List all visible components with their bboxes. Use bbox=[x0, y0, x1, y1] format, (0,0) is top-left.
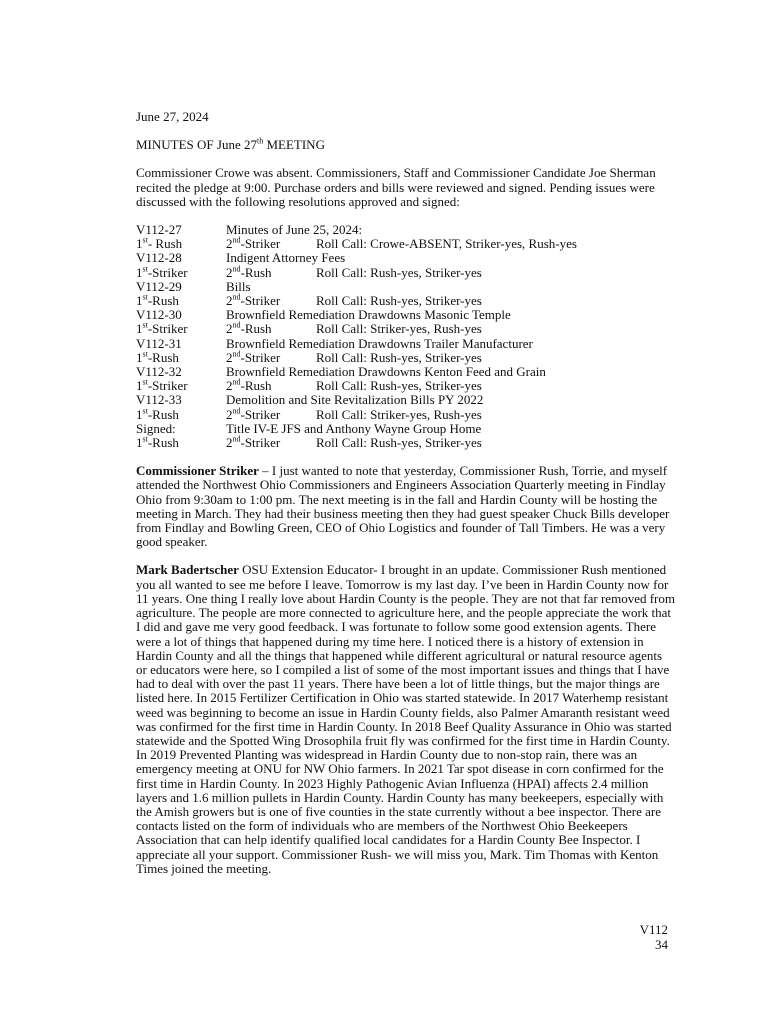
resolution-cell: V112-32 bbox=[136, 364, 182, 380]
ordinal-number: 1 bbox=[136, 435, 143, 451]
resolutions-rows bbox=[136, 223, 577, 450]
ordinal-number: 2 bbox=[226, 236, 233, 252]
badertscher-remarks bbox=[136, 563, 676, 875]
remarks-text: – I just wanted to note that yesterday, Commissioner Rush, Torrie, and myself attended the Northwest Ohio Commissioners and Engineers Association Quarterly meeting in Findlay Ohio from 9:30am to 1:00 pm. The next meeting is in the fall and Hardin County will be hosting the meeting in March. They had their business meeting then they had guest speaker Chuck Bills developer from Findlay and Bowling Green, CEO of Ohio Logistics and founder of Tall Timbers. He was a very good speaker. bbox=[136, 463, 670, 550]
resolutions-table bbox=[136, 223, 577, 450]
resolution-row bbox=[136, 308, 577, 322]
mover-name: - Rush bbox=[147, 236, 183, 252]
resolution-cell: Roll Call: Rush-yes, Striker-yes bbox=[316, 435, 482, 451]
ordinal-number: 1 bbox=[136, 378, 143, 394]
resolution-cell bbox=[226, 436, 316, 450]
ordinal-number: 1 bbox=[136, 293, 143, 309]
mover-name: -Striker bbox=[147, 264, 188, 280]
ordinal-suffix: st bbox=[142, 321, 148, 331]
ordinal-suffix: st bbox=[142, 292, 148, 302]
ordinal-suffix: nd bbox=[232, 321, 241, 331]
remarks-text: OSU Extension Educator- I brought in an update. Commissioner Rush mentioned you all wanted to see me before I leave. Tomorrow is my last day. I’ve been in Hardin County now for 11 years. One thing I really love about Hardin County is the people. They are not that far removed from agriculture. The people are more connected to agriculture here, and the people appreciate the work that I did and gave me very good feedback. I was fortunate to follow some good extension agents. There were a lot of things that happened during my time here. I noticed there is a history of extension in Hardin County and all the things that happened while different agricultural or natural resource agents or educators were here, so I compiled a list of some of the most important issues and things that I have had to deal with over the past 11 years. There have been a lot of little things, but the major things are listed here. In 2015 Fertilizer Certification in Ohio was started statewide. In 2017 Waterhemp resistant weed was beginning to become an issue in Hardin County fields, also Palmer Amaranth resistant weed was confirmed for the first time in Hardin County. In 2018 Beef Quality Assurance in Ohio was started statewide and the Spotted Wing Drosophila fruit fly was confirmed for the first time in Hardin County. In 2019 Prevented Planting was widespread in Hardin County due to non-stop rain, there was an emergency meeting at ONU for NW Ohio farmers. In 2021 Tar spot disease in corn confirmed for the first time in Hardin County. In 2023 Highly Pathogenic Avian Influenza (HPAI) affects 2.4 million layers and 1.6 million pullets in Hardin County. Hardin County has many beekeepers, especially with the Amish growers but is one of five counties in the state currently without a bee inspector. There are contacts listed on the form of individuals who are members of the Northwest Ohio Beekeepers Association that can help identify qualified local candidates for a Hardin County Bee Inspector. I appreciate all your support. Commissioner Rush- we will miss you, Mark. Tim Thomas with Kenton Times joined the meeting. bbox=[136, 562, 675, 876]
meeting-date: June 27, 2024 bbox=[136, 109, 209, 124]
resolution-cell: Roll Call: Crowe-ABSENT, Striker-yes, Rush-yes bbox=[316, 236, 577, 252]
mover-name: -Striker bbox=[240, 406, 281, 422]
resolution-cell bbox=[136, 266, 226, 280]
mover-name: -Rush bbox=[147, 435, 179, 451]
resolution-cell bbox=[226, 322, 316, 336]
resolution-row bbox=[136, 365, 577, 379]
resolution-cell bbox=[136, 379, 226, 393]
speaker-name: Commissioner Striker bbox=[136, 463, 259, 479]
mover-name: -Striker bbox=[147, 321, 188, 337]
resolution-cell bbox=[136, 436, 226, 450]
intro-paragraph: Commissioner Crowe was absent. Commissioners, Staff and Commissioner Candidate Joe Sherman recited the pledge at 9:00. Purchase orders and bills were reviewed and signed. Pending issues were discussed with the following resolutions approved and signed: bbox=[136, 165, 656, 209]
mover-name: -Striker bbox=[147, 378, 188, 394]
ordinal-number: 1 bbox=[136, 406, 143, 422]
resolution-cell: Brownfield Remediation Drawdowns Kenton Feed and Grain bbox=[226, 364, 546, 380]
resolution-row bbox=[136, 393, 577, 407]
ordinal-suffix: st bbox=[142, 406, 148, 416]
resolution-cell: Roll Call: Rush-yes, Striker-yes bbox=[316, 264, 482, 280]
resolution-cell: V112-30 bbox=[136, 307, 182, 323]
resolution-cell bbox=[136, 408, 226, 422]
ordinal-suffix: st bbox=[142, 264, 148, 274]
mover-name: -Rush bbox=[240, 264, 272, 280]
speaker-name: Mark Badertscher bbox=[136, 562, 239, 578]
resolution-cell: V112-33 bbox=[136, 392, 182, 408]
resolution-row bbox=[136, 379, 577, 393]
resolution-row bbox=[136, 322, 577, 336]
resolution-cell: V112-31 bbox=[136, 335, 182, 351]
resolution-cell: Indigent Attorney Fees bbox=[226, 250, 346, 266]
mover-name: -Rush bbox=[147, 349, 179, 365]
resolution-cell: V112-29 bbox=[136, 278, 182, 294]
resolution-cell: Roll Call: Striker-yes, Rush-yes bbox=[316, 406, 482, 422]
page-title bbox=[136, 138, 676, 152]
resolution-cell bbox=[226, 237, 316, 251]
resolution-cell: Brownfield Remediation Drawdowns Masonic Temple bbox=[226, 307, 511, 323]
ordinal-suffix: nd bbox=[232, 349, 241, 359]
resolution-cell: Title IV-E JFS and Anthony Wayne Group Home bbox=[226, 420, 482, 436]
resolution-cell bbox=[226, 379, 316, 393]
resolution-cell: V112-28 bbox=[136, 250, 182, 266]
mover-name: -Striker bbox=[240, 293, 281, 309]
ordinal-number: 1 bbox=[136, 236, 143, 252]
ordinal-number: 1 bbox=[136, 264, 143, 280]
ordinal-suffix: nd bbox=[232, 434, 241, 444]
resolution-cell: Roll Call: Rush-yes, Striker-yes bbox=[316, 378, 482, 394]
resolution-row bbox=[136, 294, 577, 308]
resolution-cell bbox=[226, 294, 316, 308]
resolution-row bbox=[136, 223, 577, 237]
ordinal-suffix: st bbox=[142, 349, 148, 359]
ordinal-suffix: nd bbox=[232, 377, 241, 387]
resolution-row bbox=[136, 337, 577, 351]
page-number: 34 bbox=[655, 937, 668, 952]
resolution-cell bbox=[136, 294, 226, 308]
title-superscript: th bbox=[256, 136, 264, 146]
resolution-cell bbox=[226, 408, 316, 422]
title-prefix: MINUTES OF June 27 bbox=[136, 137, 257, 153]
resolution-cell bbox=[136, 322, 226, 336]
ordinal-number: 2 bbox=[226, 435, 233, 451]
resolution-cell: Brownfield Remediation Drawdowns Trailer Manufacturer bbox=[226, 335, 533, 351]
ordinal-number: 2 bbox=[226, 406, 233, 422]
resolution-row bbox=[136, 408, 577, 422]
resolution-row bbox=[136, 351, 577, 365]
resolution-cell: Roll Call: Rush-yes, Striker-yes bbox=[316, 349, 482, 365]
ordinal-number: 2 bbox=[226, 378, 233, 394]
ordinal-number: 2 bbox=[226, 264, 233, 280]
resolution-row bbox=[136, 436, 577, 450]
mover-name: -Striker bbox=[240, 349, 281, 365]
ordinal-number: 1 bbox=[136, 349, 143, 365]
resolution-cell bbox=[226, 266, 316, 280]
mover-name: -Rush bbox=[240, 321, 272, 337]
ordinal-suffix: st bbox=[142, 377, 148, 387]
resolution-cell: Signed: bbox=[136, 420, 176, 436]
striker-remarks bbox=[136, 464, 676, 549]
ordinal-suffix: nd bbox=[232, 264, 241, 274]
page-footer bbox=[600, 922, 668, 952]
ordinal-number: 2 bbox=[226, 321, 233, 337]
resolution-cell: Roll Call: Rush-yes, Striker-yes bbox=[316, 293, 482, 309]
ordinal-suffix: st bbox=[142, 235, 148, 245]
resolution-cell bbox=[136, 351, 226, 365]
minutes-body bbox=[136, 110, 676, 890]
resolution-row bbox=[136, 237, 577, 251]
resolution-cell: Roll Call: Striker-yes, Rush-yes bbox=[316, 321, 482, 337]
title-suffix: MEETING bbox=[263, 137, 325, 153]
mover-name: -Striker bbox=[240, 236, 281, 252]
ordinal-suffix: nd bbox=[232, 235, 241, 245]
mover-name: -Rush bbox=[147, 293, 179, 309]
resolution-row bbox=[136, 251, 577, 265]
resolution-cell: Bills bbox=[226, 278, 251, 294]
ordinal-number: 2 bbox=[226, 293, 233, 309]
resolution-cell bbox=[226, 351, 316, 365]
volume-number: V112 bbox=[639, 922, 668, 937]
ordinal-suffix: st bbox=[142, 434, 148, 444]
mover-name: -Rush bbox=[240, 378, 272, 394]
resolution-cell: V112-27 bbox=[136, 222, 182, 238]
resolution-row bbox=[136, 280, 577, 294]
resolution-cell: Demolition and Site Revitalization Bills PY 2022 bbox=[226, 392, 484, 408]
ordinal-suffix: nd bbox=[232, 406, 241, 416]
resolution-cell bbox=[136, 237, 226, 251]
ordinal-number: 2 bbox=[226, 349, 233, 365]
resolution-row bbox=[136, 422, 577, 436]
mover-name: -Rush bbox=[147, 406, 179, 422]
resolution-cell: Minutes of June 25, 2024: bbox=[226, 222, 363, 238]
ordinal-suffix: nd bbox=[232, 292, 241, 302]
ordinal-number: 1 bbox=[136, 321, 143, 337]
mover-name: -Striker bbox=[240, 435, 281, 451]
resolution-row bbox=[136, 266, 577, 280]
